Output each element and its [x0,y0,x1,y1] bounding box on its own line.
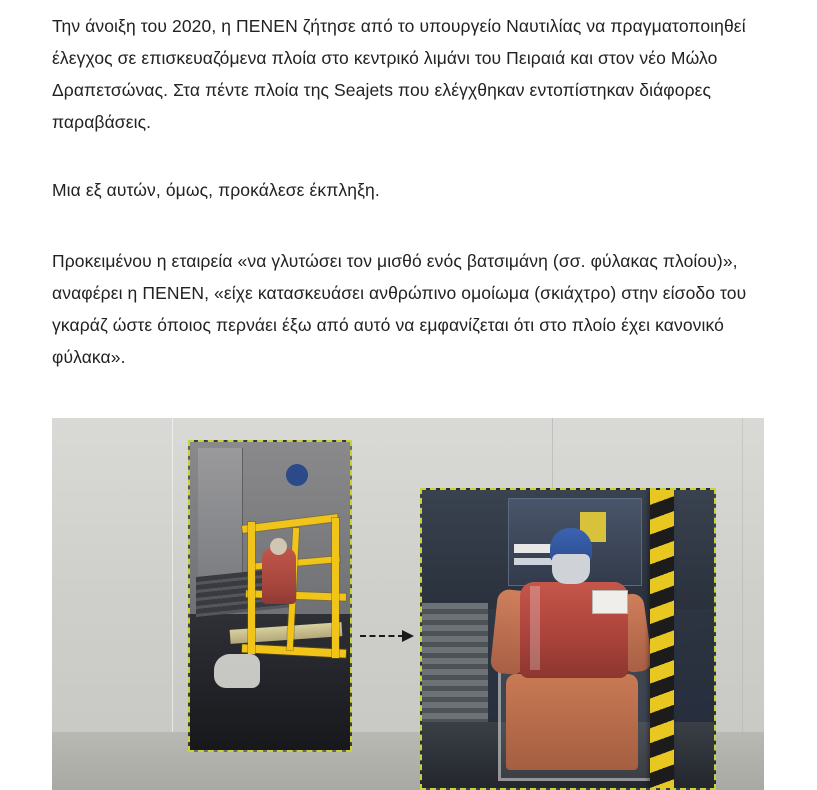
dummy-torso-far [262,548,296,604]
vest-strap [530,586,540,670]
arrow-shaft [360,635,404,637]
dummy-face-mask [552,554,590,584]
zoom-arrow [360,630,416,642]
hazard-striped-pole [650,490,674,788]
white-badge [592,590,628,614]
paragraph-2: Μια εξ αυτών, όμως, προκάλεσε έκπληξη. [52,180,380,200]
photo-scaffold-with-dummy [188,440,352,752]
yellow-post [332,518,339,658]
paragraph-3: Προκειμένου η εταιρεία «να γλυτώσει τον μισθό ενός βατσιμάνη (σσ. φύλακας πλοίου)», αναφέρει η ΠΕΝΕΝ, «είχε κατασκευάσει ανθρώπινο ομοίωμα (σκιάχτρο) στην είσοδο του γκαράζ ώστε όποιος περνάει έξω από αυτό να εμφανίζεται ότι στο πλοίο έχει κανονικό φύλακα». [52,251,747,367]
white-bag [214,654,260,688]
paragraph-1: Την άνοιξη του 2020, η ΠΕΝΕΝ ζήτησε από το υπουργείο Ναυτιλίας να πραγματοποιηθεί έλεγχος σε επισκευαζόμενα πλοία στο κεντρικό λιμάνι του Πειραιά και στον νέο Μώλο Δραπετσώνας. Στα πέντε πλοία της Seajets που ελέγχθηκαν εντοπίστηκαν διάφορες παραβάσεις. [52,16,746,132]
photo-closeup-dummy-seated [420,488,716,790]
dummy-legs [506,674,638,770]
article-figure-image [52,418,764,790]
yellow-post [248,522,255,654]
blue-logo-mark [286,464,308,486]
dummy-head-far [270,538,287,555]
arrow-head [402,630,414,642]
